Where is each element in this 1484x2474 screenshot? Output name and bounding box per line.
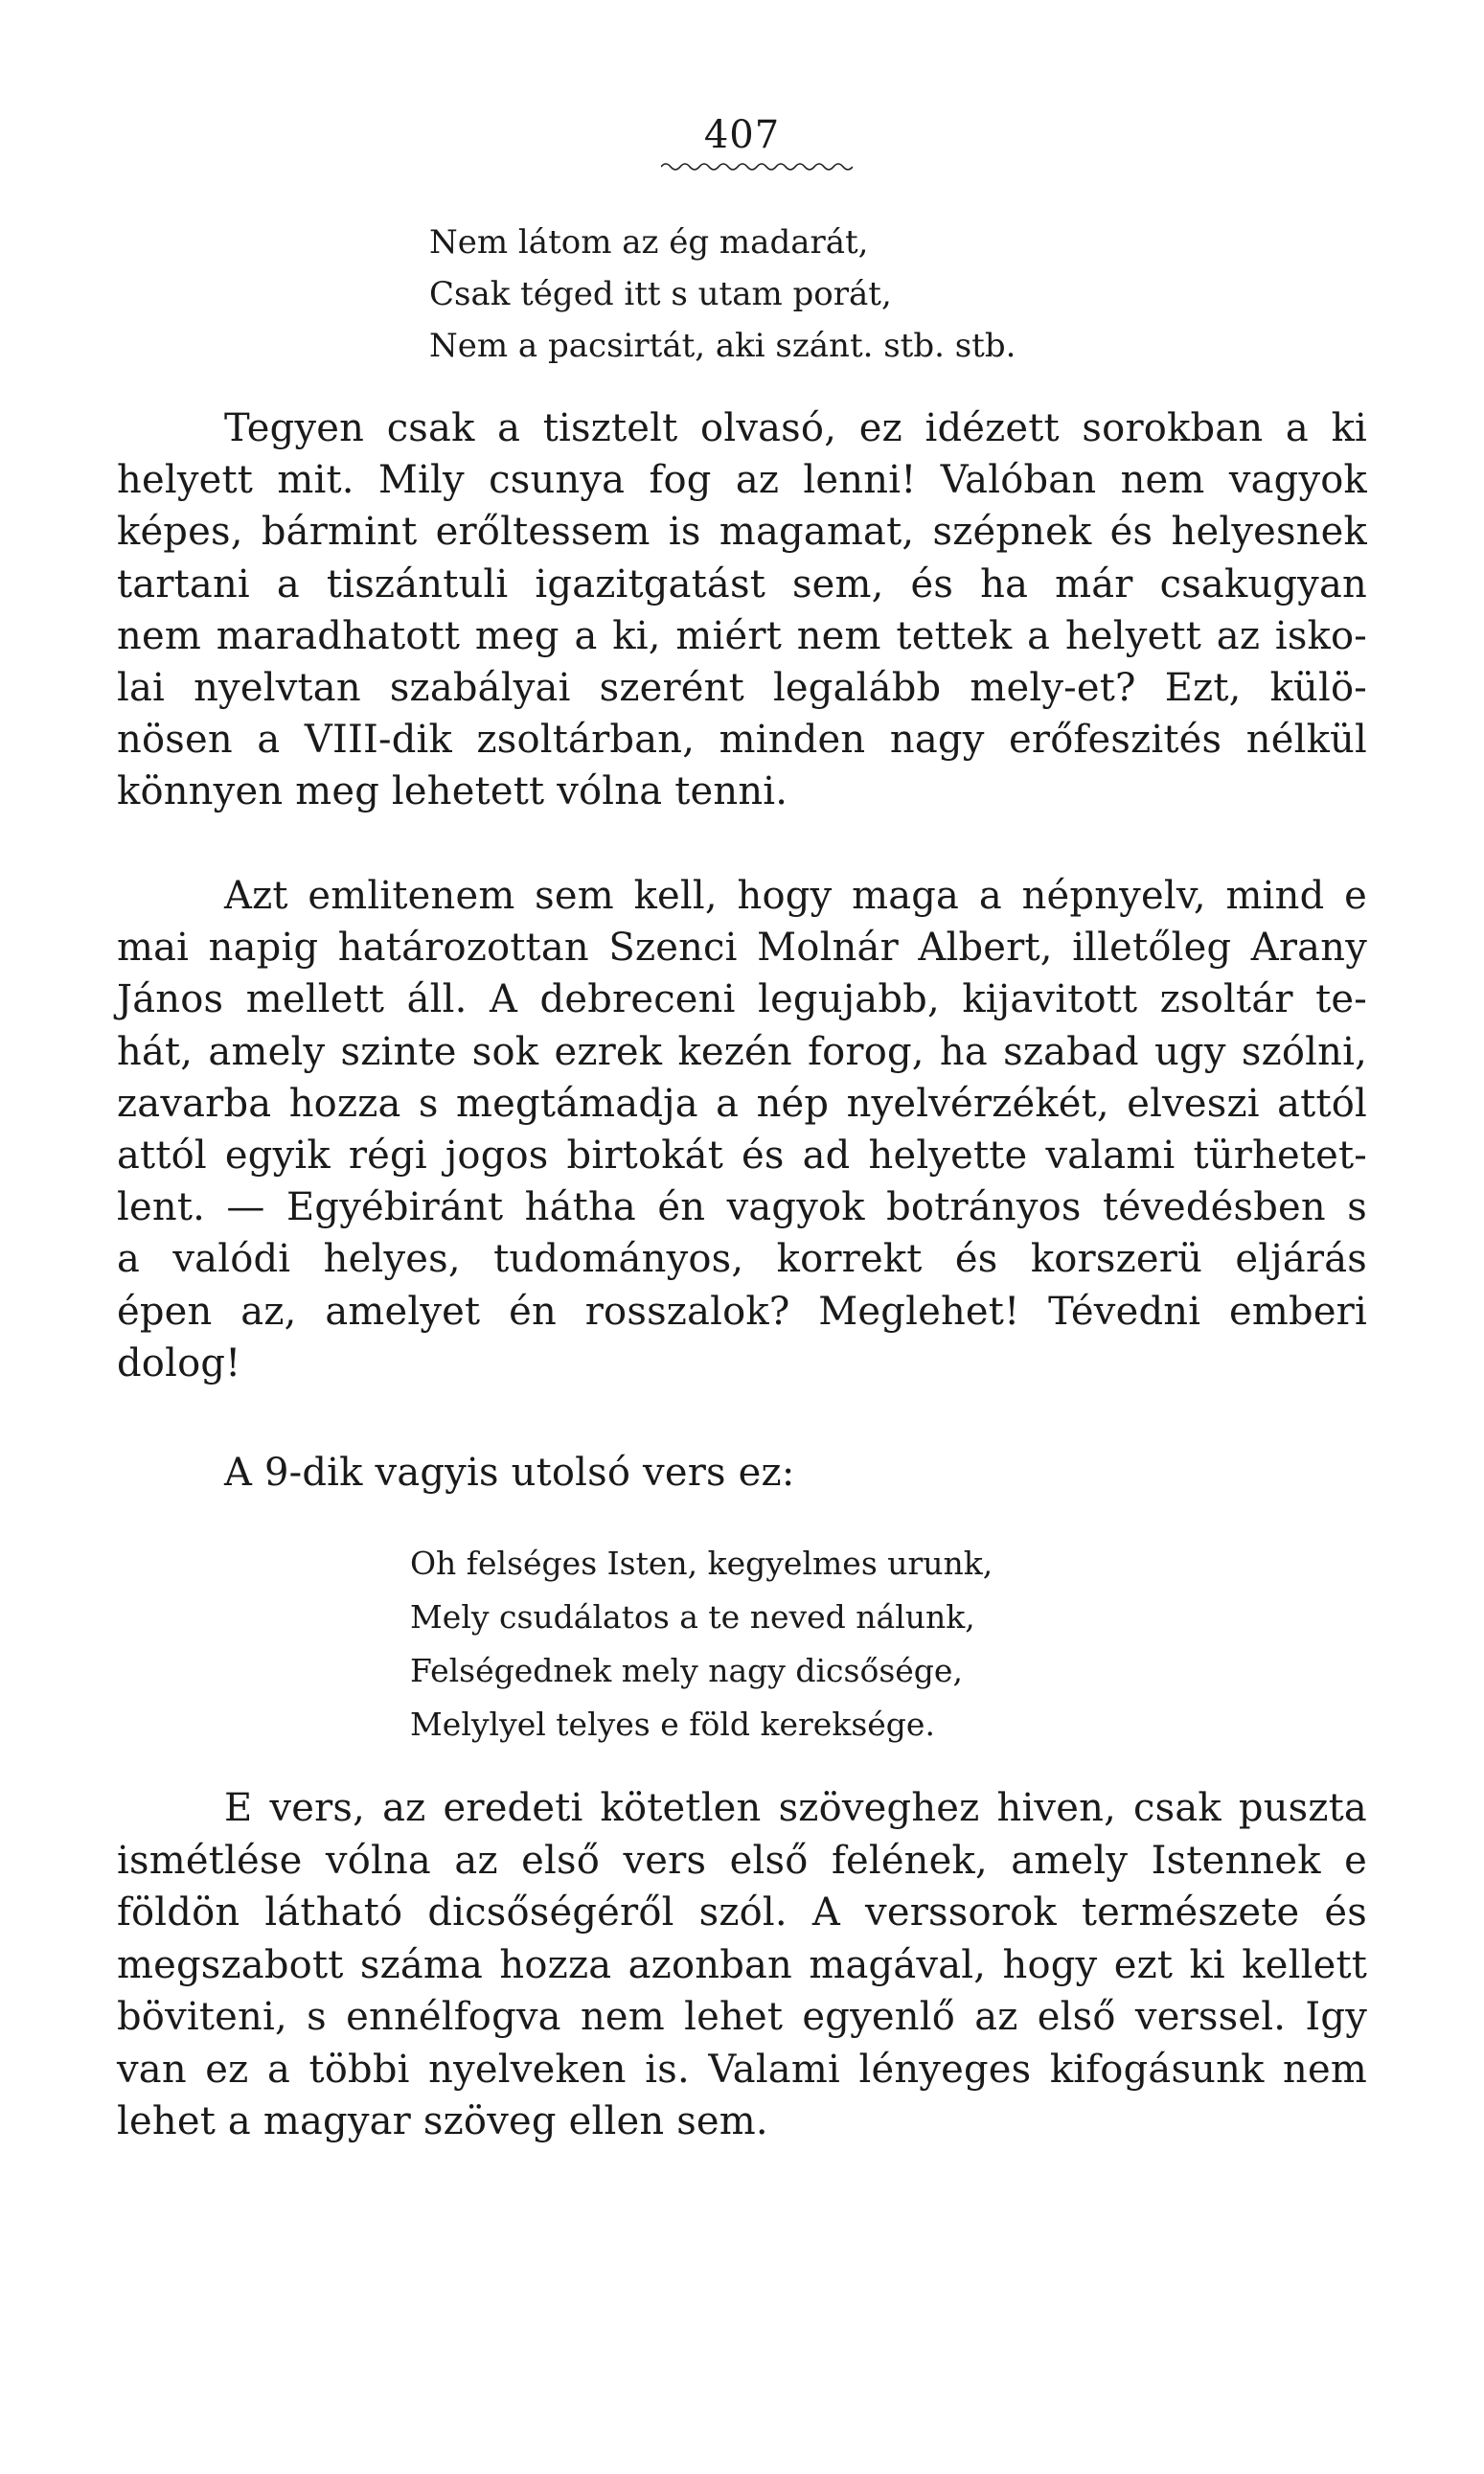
verse-line: Mely csudálatos a te neved nálunk, bbox=[410, 1598, 975, 1636]
text-line: tartani a tiszántuli igazitgatást sem, és ha már csakugyan bbox=[117, 561, 1367, 607]
verse-quote-top bbox=[429, 217, 1016, 372]
verse-line: Nem látom az ég madarát, bbox=[429, 223, 869, 262]
text-line: képes, bármint erőltessem is magamat, szépnek és helyesnek bbox=[117, 510, 1367, 555]
text-line: lehet a magyar szöveg ellen sem. bbox=[117, 2099, 768, 2143]
text-line: János mellett áll. A debreceni legujabb, kijavitott zsoltár te- bbox=[117, 977, 1367, 1022]
text-line: hát, amely szinte sok ezrek kezén forog, ha szabad ugy szólni, bbox=[117, 1029, 1367, 1074]
text-line: van ez a többi nyelveken is. Valami lényeges kifogásunk nem bbox=[117, 2047, 1367, 2092]
text-line: attól egyik régi jogos birtokát és ad helyette valami türhetet- bbox=[117, 1134, 1367, 1179]
verse-quote-mid bbox=[410, 1537, 993, 1752]
paragraph-4 bbox=[117, 1782, 1367, 2148]
text-line: lai nyelvtan szabályai szerént legalább mely-et? Ezt, külö- bbox=[117, 666, 1367, 711]
text-line: E vers, az eredeti kötetlen szöveghez hiven, csak puszta bbox=[224, 1786, 1367, 1830]
text-line: megszabott száma hozza azonban magával, hogy ezt ki kellett bbox=[117, 1942, 1367, 1987]
page-number: 407 bbox=[703, 113, 781, 157]
text-line: könnyen meg lehetett vólna tenni. bbox=[117, 769, 788, 814]
text-line: nem maradhatott meg a ki, miért nem tettek a helyett az isko- bbox=[117, 613, 1367, 658]
text-line: A 9-dik vagyis utolsó vers ez: bbox=[224, 1451, 795, 1495]
wavy-ornament bbox=[661, 161, 853, 172]
paragraph-3 bbox=[117, 1447, 1367, 1499]
text-line: helyett mit. Mily csunya fog az lenni! Valóban nem vagyok bbox=[117, 458, 1367, 503]
text-line: ismétlése vólna az első vers első felének, amely Istennek e bbox=[117, 1838, 1367, 1883]
verse-line: Melylyel telyes e föld kereksége. bbox=[410, 1706, 935, 1743]
text-line: épen az, amelyet én rosszalok? Meglehet! Tévedni emberi bbox=[117, 1289, 1367, 1334]
text-line: Tegyen csak a tisztelt olvasó, ez idézett sorokban a ki bbox=[224, 406, 1367, 450]
paragraph-2 bbox=[117, 870, 1367, 1389]
text-line: böviteni, s ennélfogva nem lehet egyenlő az első verssel. Igy bbox=[117, 1995, 1367, 2039]
text-line: zavarba hozza s megtámadja a nép nyelvérzékét, elveszi attól bbox=[117, 1081, 1367, 1126]
text-line: lent. — Egyébiránt hátha én vagyok botrányos tévedésben s bbox=[117, 1185, 1367, 1230]
verse-line: Oh felséges Isten, kegyelmes urunk, bbox=[410, 1545, 993, 1582]
paragraph-1 bbox=[117, 402, 1367, 818]
text-line: mai napig határozottan Szenci Molnár Albert, illetőleg Arany bbox=[117, 926, 1367, 971]
text-line: dolog! bbox=[117, 1340, 241, 1386]
text-line: a valódi helyes, tudományos, korrekt és korszerü eljárás bbox=[117, 1237, 1367, 1282]
text-line: földön látható dicsőségéről szól. A verssorok természete és bbox=[117, 1890, 1367, 1935]
verse-line: Felségednek mely nagy dicsősége, bbox=[410, 1652, 963, 1689]
verse-line: Csak téged itt s utam porát, bbox=[429, 275, 892, 313]
verse-line: Nem a pacsirtát, aki szánt. stb. stb. bbox=[429, 327, 1016, 365]
text-line: Azt emlitenem sem kell, hogy maga a népnyelv, mind e bbox=[224, 874, 1367, 918]
text-line: nösen a VIII-dik zsoltárban, minden nagy erőfeszités nélkül bbox=[117, 718, 1367, 763]
